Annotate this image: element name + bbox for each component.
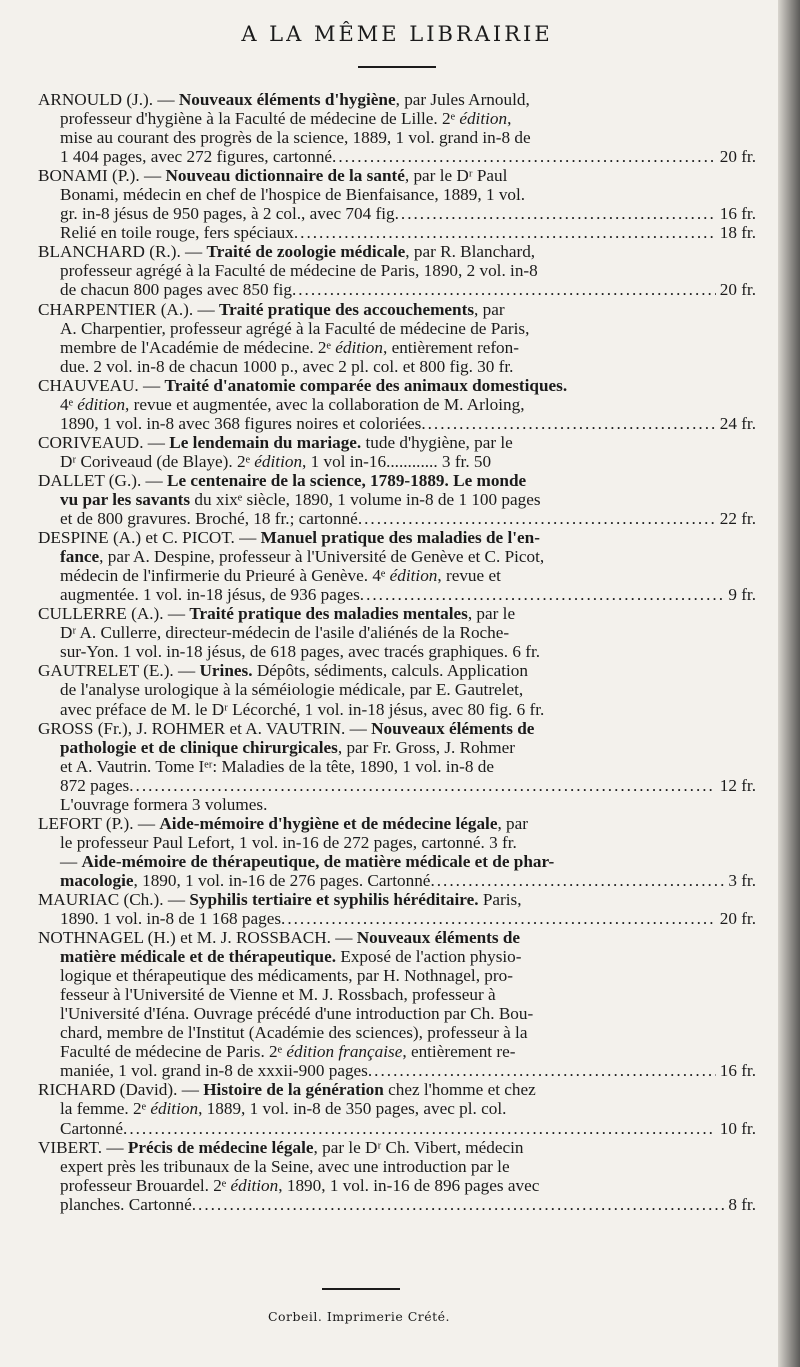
entry-heading-line: RICHARD (David). — Histoire de la génération chez l'homme et chez	[38, 1080, 536, 1100]
catalogue-entry	[38, 166, 756, 242]
entry-price: 16 fr.	[719, 204, 756, 224]
entry-text-line: A. Charpentier, professeur agrégé à la Faculté de médecine de Paris,	[60, 318, 530, 338]
entry-price-line	[38, 585, 756, 604]
entry-text-line: expert près les tribunaux de la Seine, avec une introduction par le	[60, 1156, 510, 1176]
entry-price-text: planches. Cartonné	[60, 1194, 192, 1214]
entry-price-text: maniée, 1 vol. grand in-8 de xxxii-900 pages	[60, 1061, 368, 1081]
leader-dots	[129, 776, 716, 795]
entry-text-line: matière médicale et de thérapeutique. Exposé de l'action physio-	[60, 947, 522, 967]
leader-dots	[395, 204, 716, 223]
footer-rule	[322, 1288, 400, 1290]
entry-price: 12 fr.	[719, 775, 756, 795]
entry-text-line: logique et thérapeutique des médicaments, par H. Nothnagel, pro-	[60, 966, 513, 986]
entry-price: 9 fr.	[728, 585, 756, 605]
catalogue-entries	[38, 90, 756, 1214]
catalogue-entry	[38, 242, 756, 299]
entry-heading-line: VIBERT. — Précis de médecine légale, par le Dʳ Ch. Vibert, médecin	[38, 1137, 524, 1157]
entry-price: 18 fr.	[719, 223, 756, 243]
catalogue-entry	[38, 604, 756, 661]
entry-heading-line: BLANCHARD (R.). — Traité de zoologie médicale, par R. Blanchard,	[38, 242, 536, 262]
entry-price-line	[38, 509, 756, 528]
entry-text-line: sur-Yon. 1 vol. in-18 jésus, de 618 pages, avec tracés graphiques. 6 fr.	[60, 642, 541, 662]
leader-dots	[358, 509, 716, 528]
entry-price-text: Cartonné	[60, 1118, 124, 1138]
entry-heading-line: DALLET (G.). — Le centenaire de la science, 1789-1889. Le monde	[38, 470, 527, 490]
entry-heading-line: GAUTRELET (E.). — Urines. Dépôts, sédiments, calculs. Application	[38, 661, 528, 681]
catalogue-entry	[38, 890, 756, 928]
entry-note-line: L'ouvrage formera 3 volumes.	[60, 794, 268, 814]
entry-price: 20 fr.	[719, 909, 756, 929]
entry-heading-line: ARNOULD (J.). — Nouveaux éléments d'hygiène, par Jules Arnould,	[38, 90, 530, 109]
entry-text-line: vu par les savants du xixᵉ siècle, 1890, 1 volume in-8 de 1 100 pages	[60, 489, 541, 509]
entry-text-line: Dʳ A. Cullerre, directeur-médecin de l'asile d'aliénés de la Roche-	[60, 623, 510, 643]
entry-price-line	[38, 1061, 756, 1080]
catalogue-entry	[38, 528, 756, 604]
entry-heading-line: CULLERRE (A.). — Traité pratique des maladies mentales, par le	[38, 604, 516, 624]
entry-price-line	[38, 871, 756, 890]
entry-text-line: professeur agrégé à la Faculté de médecine de Paris, 1890, 2 vol. in-8	[60, 261, 538, 281]
catalogue-entry	[38, 433, 756, 471]
entry-price-text: 1890. 1 vol. in-8 de 1 168 pages	[60, 909, 282, 929]
entry-text-line: due. 2 vol. in-8 de chacun 1000 p., avec 2 pl. col. et 800 fig. 30 fr.	[60, 356, 514, 376]
entry-price-line	[38, 414, 756, 433]
entry-heading-line: MAURIAC (Ch.). — Syphilis tertiaire et syphilis héréditaire. Paris,	[38, 889, 522, 909]
entry-price-text: macologie, 1890, 1 vol. in-16 de 276 pages. Cartonné	[60, 870, 431, 890]
catalogue-entry	[38, 661, 756, 718]
entry-heading-line: LEFORT (P.). — Aide-mémoire d'hygiène et de médecine légale, par	[38, 813, 528, 833]
catalogue-entry	[38, 928, 756, 1080]
entry-heading-line: CHAUVEAU. — Traité d'anatomie comparée des animaux domestiques.	[38, 375, 568, 395]
entry-price-text: 1890, 1 vol. in-8 avec 368 figures noires et coloriées	[60, 413, 422, 433]
entry-text-line: Dʳ Coriveaud (de Blaye). 2ᵉ édition, 1 vol in-16............ 3 fr. 50	[60, 451, 492, 471]
catalogue-entry	[38, 90, 756, 166]
entry-heading-line: NOTHNAGEL (H.) et M. J. ROSSBACH. — Nouveaux éléments de	[38, 928, 521, 948]
leader-dots	[281, 909, 716, 928]
header-rule	[358, 66, 436, 68]
entry-price: 22 fr.	[719, 509, 756, 529]
entry-price-text: de chacun 800 pages avec 850 fig	[60, 280, 292, 300]
leader-dots	[368, 1061, 716, 1080]
catalogue-entry	[38, 1138, 756, 1214]
catalogue-entry	[38, 376, 756, 433]
entry-text-line: professeur d'hygiène à la Faculté de médecine de Lille. 2ᵉ édition,	[60, 109, 512, 129]
entry-text-line: et A. Vautrin. Tome Iᵉʳ: Maladies de la tête, 1890, 1 vol. in-8 de	[60, 756, 494, 776]
catalogue-page	[38, 18, 756, 1214]
entry-price: 8 fr.	[728, 1194, 756, 1214]
entry-text-line: professeur Brouardel. 2ᵉ édition, 1890, 1 vol. in-16 de 896 pages avec	[60, 1175, 540, 1195]
entry-price-text: 872 pages	[60, 775, 130, 795]
entry-price: 20 fr.	[719, 280, 756, 300]
leader-dots	[192, 1195, 725, 1214]
entry-text-line: Faculté de médecine de Paris. 2ᵉ édition française, entièrement re-	[60, 1042, 516, 1062]
entry-price-line	[38, 1119, 756, 1138]
entry-price-line	[38, 909, 756, 928]
entry-text-line: 4ᵉ édition, revue et augmentée, avec la collaboration de M. Arloing,	[60, 394, 525, 414]
leader-dots	[430, 871, 724, 890]
entry-text-line: de l'analyse urologique à la séméiologie médicale, par E. Gautrelet,	[60, 680, 524, 700]
entry-text-line: le professeur Paul Lefort, 1 vol. in-16 de 272 pages, cartonné. 3 fr.	[60, 832, 517, 852]
entry-price: 20 fr.	[719, 147, 756, 167]
leader-dots	[123, 1119, 716, 1138]
entry-price: 16 fr.	[719, 1061, 756, 1081]
entry-price-text: gr. in-8 jésus de 950 pages, à 2 col., avec 704 fig	[60, 204, 395, 224]
entry-price: 3 fr.	[728, 870, 756, 890]
entry-price-line	[38, 147, 756, 166]
entry-text-line: chard, membre de l'Institut (Académie des sciences), professeur à la	[60, 1023, 528, 1043]
entry-price-line	[38, 204, 756, 223]
entry-heading-line: GROSS (Fr.), J. ROHMER et A. VAUTRIN. — Nouveaux éléments de	[38, 718, 535, 738]
entry-price: 10 fr.	[719, 1118, 756, 1138]
entry-text-line: l'Université d'Iéna. Ouvrage précédé d'une introduction par Ch. Bou-	[60, 1004, 534, 1024]
entry-text-line: fesseur à l'Université de Vienne et M. J. Rossbach, professeur à	[60, 985, 496, 1005]
entry-text-line: la femme. 2ᵉ édition, 1889, 1 vol. in-8 de 350 pages, avec pl. col.	[60, 1099, 507, 1119]
page-header: A LA MÊME LIBRAIRIE	[241, 22, 553, 46]
entry-price-line	[38, 776, 756, 795]
leader-dots	[294, 223, 716, 242]
leader-dots	[332, 147, 716, 166]
leader-dots	[292, 280, 716, 299]
entry-text-line: mise au courant des progrès de la science, 1889, 1 vol. grand in-8 de	[60, 128, 531, 148]
entry-heading-line: DESPINE (A.) et C. PICOT. — Manuel pratique des maladies de l'en-	[38, 528, 540, 548]
catalogue-entry	[38, 719, 756, 814]
entry-price: 24 fr.	[719, 413, 756, 433]
entry-price-text: et de 800 gravures. Broché, 18 fr.; cartonné	[60, 509, 358, 529]
entry-heading-line: CORIVEAUD. — Le lendemain du mariage. tude d'hygiène, par le	[38, 432, 513, 452]
catalogue-entry	[38, 471, 756, 528]
leader-dots	[421, 414, 715, 433]
entry-text-line: avec préface de M. le Dʳ Lécorché, 1 vol. in-18 jésus, avec 80 fig. 6 fr.	[60, 699, 545, 719]
entry-text-line: — Aide-mémoire de thérapeutique, de matière médicale et de phar-	[60, 851, 555, 871]
entry-price-text: Relié en toile rouge, fers spéciaux	[60, 223, 294, 243]
entry-price-line	[38, 1195, 756, 1214]
entry-price-line	[38, 223, 756, 242]
catalogue-entry	[38, 1080, 756, 1137]
entry-text-line: membre de l'Académie de médecine. 2ᵉ édition, entièrement refon-	[60, 337, 519, 357]
entry-price-text: 1 404 pages, avec 272 figures, cartonné	[60, 147, 333, 167]
page-edge-shadow	[778, 0, 800, 1367]
leader-dots	[360, 585, 725, 604]
entry-text-line: médecin de l'infirmerie du Prieuré à Genève. 4ᵉ édition, revue et	[60, 566, 501, 586]
entry-heading-line: CHARPENTIER (A.). — Traité pratique des accouchements, par	[38, 299, 505, 319]
entry-text-line: pathologie et de clinique chirurgicales, par Fr. Gross, J. Rohmer	[60, 737, 515, 757]
entry-heading-line: BONAMI (P.). — Nouveau dictionnaire de la santé, par le Dʳ Paul	[38, 166, 508, 186]
entry-price-line	[38, 280, 756, 299]
entry-text-line: Bonami, médecin en chef de l'hospice de Bienfaisance, 1889, 1 vol.	[60, 185, 526, 205]
printer-footer: Corbeil. Imprimerie Crété.	[267, 1309, 451, 1324]
catalogue-entry	[38, 814, 756, 890]
entry-text-line: fance, par A. Despine, professeur à l'Université de Genève et C. Picot,	[60, 547, 545, 567]
entry-price-text: augmentée. 1 vol. in-18 jésus, de 936 pages	[60, 585, 360, 605]
catalogue-entry	[38, 300, 756, 376]
